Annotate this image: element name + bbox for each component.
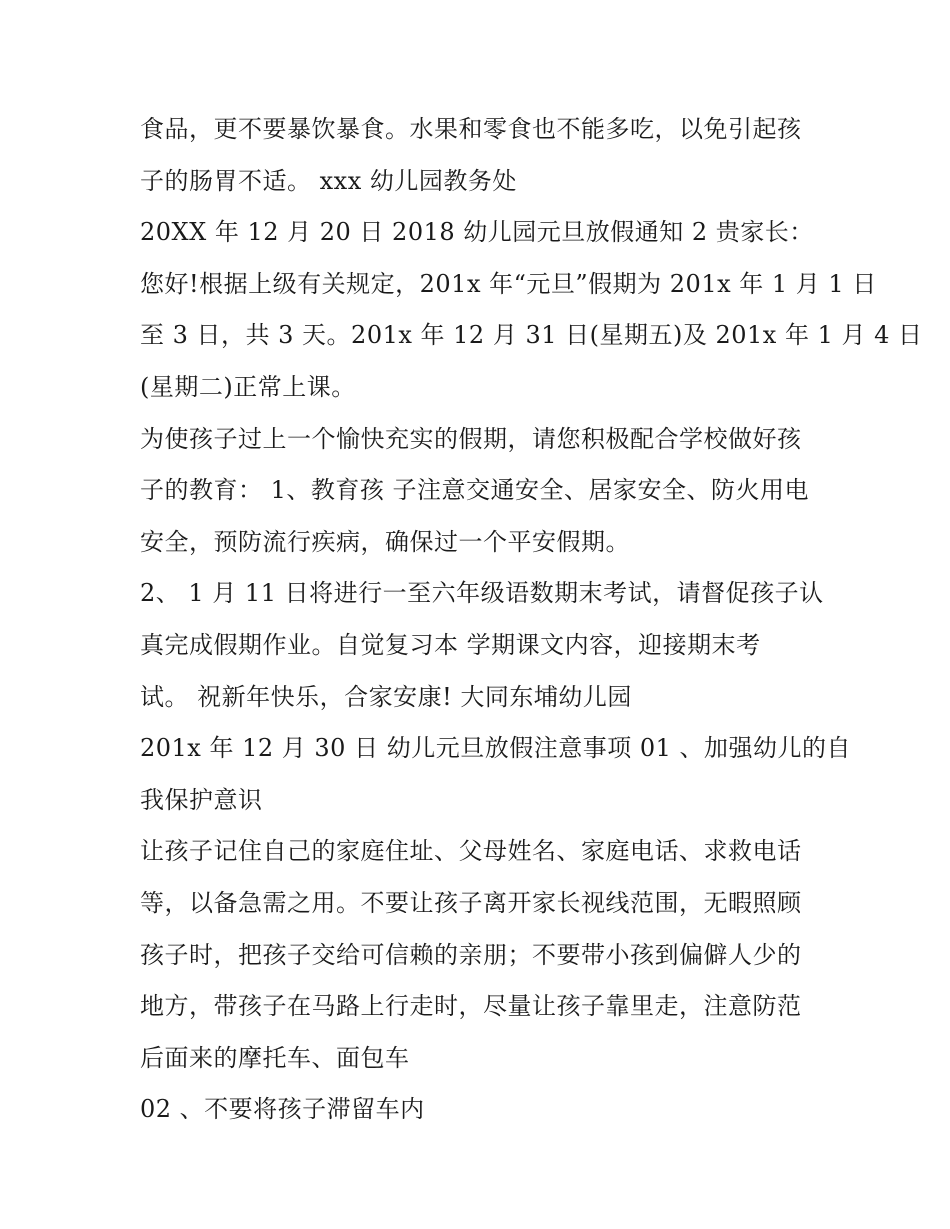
text-line: 2、 1 月 11 日将进行一至六年级语数期末考试，请督促孩子认 xyxy=(140,579,824,608)
text-line: 20XX 年 12 月 20 日 2018 幼儿园元旦放假通知 2 贵家长： xyxy=(140,218,814,247)
text-line: (星期二)正常上课。 xyxy=(140,372,356,401)
text-line: 为使孩子过上一个愉快充实的假期，请您积极配合学校做好孩 xyxy=(140,424,802,453)
text-line: 您好!根据上级有关规定，201x 年“元旦”假期为 201x 年 1 月 1 日 xyxy=(140,269,877,298)
text-line: 地方，带孩子在马路上行走时，尽量让孩子靠里走，注意防范 xyxy=(140,992,802,1021)
text-line: 子的肠胃不适。 xxx 幼儿园教务处 xyxy=(140,166,517,195)
text-line: 我保护意识 xyxy=(140,785,263,814)
text-line: 201x 年 12 月 30 日 幼儿元旦放假注意事项 01 、加强幼儿的自 xyxy=(140,734,851,763)
text-line: 02 、不要将孩子滞留车内 xyxy=(140,1095,425,1124)
text-line: 试。 祝新年快乐，合家安康! 大同东埔幼儿园 xyxy=(140,682,632,711)
text-line: 食品，更不要暴饮暴食。水果和零食也不能多吃，以免引起孩 xyxy=(140,115,802,143)
document-body xyxy=(140,104,923,1136)
text-line: 孩子时，把孩子交给可信赖的亲朋；不要带小孩到偏僻人少的 xyxy=(140,940,802,969)
text-line: 子的教育： 1、教育孩 子注意交通安全、居家安全、防火用电 xyxy=(140,476,810,505)
text-line: 等，以备急需之用。不要让孩子离开家长视线范围，无暇照顾 xyxy=(140,888,802,917)
text-line: 至 3 日，共 3 天。201x 年 12 月 31 日(星期五)及 201x 年 1 月 4 日 xyxy=(140,321,923,350)
text-line: 真完成假期作业。自觉复习本 学期课文内容，迎接期末考 xyxy=(140,630,761,659)
text-line: 安全，预防流行疾病，确保过一个平安假期。 xyxy=(140,527,630,556)
text-line: 后面来的摩托车、面包车 xyxy=(140,1043,410,1072)
text-line: 让孩子记住自己的家庭住址、父母姓名、家庭电话、求救电话 xyxy=(140,837,802,866)
